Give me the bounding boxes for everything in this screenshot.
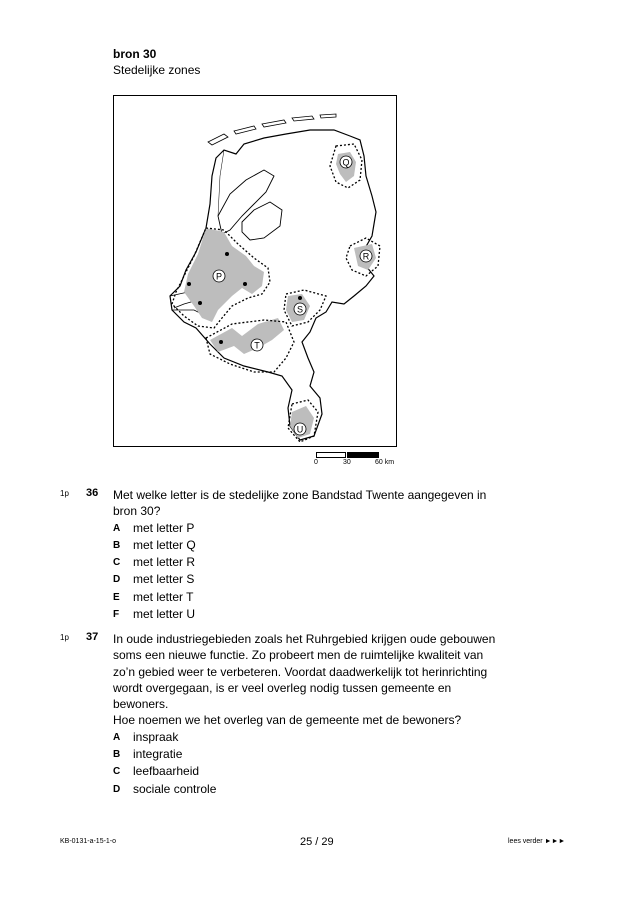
- question-number: 36: [86, 487, 99, 499]
- question-text-line: zo’n gebied weer te verbeteren. Voordat daadwerkelijk tot herinrichting: [113, 664, 488, 679]
- city-dot: [225, 252, 229, 256]
- city-dot: [187, 282, 191, 286]
- option-text: inspraak: [133, 729, 179, 744]
- zone-label-p: [213, 270, 225, 282]
- scale-segment-black: [347, 452, 379, 458]
- wadden-island: [262, 120, 286, 127]
- wadden-island: [320, 114, 336, 118]
- zone-label-t: [251, 339, 263, 351]
- option-text: leefbaarheid: [133, 764, 200, 779]
- answer-option-b[interactable]: [113, 746, 553, 763]
- option-letter: A: [113, 522, 121, 534]
- scale-label-0: 0: [314, 459, 318, 466]
- zone-label-r: [360, 250, 372, 262]
- option-text: sociale controle: [133, 781, 217, 796]
- option-text: integratie: [133, 747, 183, 762]
- city-dot: [198, 301, 202, 305]
- option-letter: B: [113, 749, 121, 761]
- option-letter: E: [113, 591, 120, 603]
- scale-label-60: 60 km: [375, 459, 395, 466]
- answer-option-c[interactable]: [113, 554, 553, 571]
- question-text-line: wordt overgegaan, is er veel overleg nodig tussen gemeente en: [113, 680, 452, 695]
- zone-letter: U: [296, 424, 304, 435]
- option-text: met letter T: [133, 589, 194, 604]
- option-letter: D: [113, 783, 121, 795]
- zone-letter: R: [362, 251, 370, 262]
- option-letter: C: [113, 557, 121, 569]
- question-number: 37: [86, 631, 99, 643]
- answer-option-e[interactable]: [113, 589, 553, 606]
- question-text-line: bron 30?: [113, 504, 161, 519]
- question-points: 1p: [60, 633, 69, 642]
- city-dot: [298, 296, 302, 300]
- footer-page-number: 25 / 29: [300, 836, 334, 848]
- zone-label-q: [340, 156, 352, 168]
- answer-option-d[interactable]: [113, 571, 553, 588]
- option-letter: C: [113, 766, 121, 778]
- map-frame: [113, 95, 397, 447]
- zone-label-s: [294, 303, 306, 315]
- wadden-island: [208, 134, 228, 145]
- zone-letter: Q: [342, 157, 350, 168]
- answer-option-a[interactable]: [113, 729, 553, 746]
- answer-option-d[interactable]: [113, 781, 553, 798]
- answer-option-c[interactable]: [113, 763, 553, 780]
- question-points: 1p: [60, 489, 69, 498]
- zone-label-u: [294, 423, 306, 435]
- option-letter: D: [113, 574, 121, 586]
- city-dot: [219, 340, 223, 344]
- question-text-line: Hoe noemen we het overleg van de gemeente met de bewoners?: [113, 713, 462, 728]
- netherlands-map: [114, 96, 397, 447]
- option-letter: B: [113, 539, 121, 551]
- option-letter: F: [113, 609, 120, 621]
- answer-option-b[interactable]: [113, 537, 553, 554]
- option-text: met letter U: [133, 607, 196, 622]
- scale-label-30: 30: [343, 459, 351, 466]
- scale-segment-white: [316, 452, 346, 458]
- option-text: met letter P: [133, 520, 195, 535]
- answer-option-f[interactable]: [113, 606, 553, 623]
- wadden-island: [292, 116, 314, 121]
- source-subtitle: Stedelijke zones: [113, 63, 201, 77]
- zone-letter: P: [215, 271, 223, 282]
- footer-next-page: lees verder ►►►: [508, 838, 566, 845]
- wadden-island: [234, 126, 256, 134]
- question-text-line: soms een nieuwe functie. Zo probeert men de ruimtelijke kwaliteit van: [113, 648, 484, 663]
- question-body: [113, 631, 553, 798]
- zone-letter: T: [254, 340, 260, 351]
- answer-option-a[interactable]: [113, 520, 553, 537]
- source-title: bron 30: [113, 47, 157, 61]
- option-text: met letter Q: [133, 537, 196, 552]
- option-letter: A: [113, 731, 121, 743]
- question-text-line: In oude industriegebieden zoals het Ruhrgebied krijgen oude gebouwen: [113, 632, 496, 646]
- question-body: [113, 487, 553, 623]
- question-text-line: bewoners.: [113, 697, 169, 712]
- city-dot: [243, 282, 247, 286]
- zone-letter: S: [296, 304, 304, 315]
- scale-bar: [313, 452, 403, 472]
- footer-exam-code: KB-0131-a-15-1-o: [60, 838, 117, 845]
- option-text: met letter R: [133, 555, 196, 570]
- option-text: met letter S: [133, 572, 195, 587]
- question-text-line: Met welke letter is de stedelijke zone Bandstad Twente aangegeven in: [113, 488, 487, 502]
